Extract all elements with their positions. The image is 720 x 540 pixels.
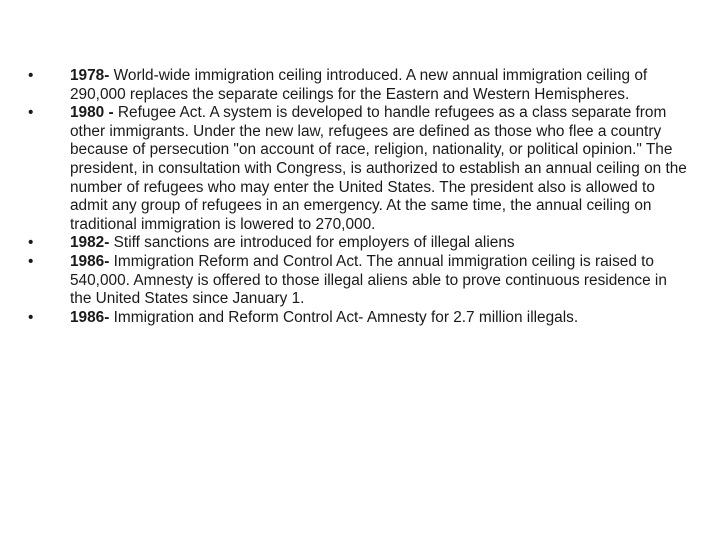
list-item xyxy=(28,104,688,234)
item-text: Immigration Reform and Control Act. The annual immigration ceiling is raised to 540,000. Amnesty is offered to those illegal aliens able to prove continuous residence in the United States since January 1. xyxy=(70,252,667,308)
bullet-icon: • xyxy=(28,67,34,84)
bullet-icon: • xyxy=(28,104,34,122)
list-item xyxy=(28,309,688,328)
year-label: 1978- xyxy=(70,67,110,84)
bullet-icon: • xyxy=(28,308,34,326)
year-label: 1982- xyxy=(70,234,110,252)
list-item xyxy=(28,253,688,309)
bullet-icon: • xyxy=(28,234,34,252)
list-item xyxy=(28,234,688,253)
year-label: 1986- xyxy=(70,252,110,270)
list-item xyxy=(28,67,688,104)
bullet-list xyxy=(28,67,688,327)
item-text: Immigration and Reform Control Act- Amnesty for 2.7 million illegals. xyxy=(109,308,579,326)
year-label: 1980 - xyxy=(70,104,114,122)
item-text: Refugee Act. A system is developed to handle refugees as a class separate from other immigrants. Under the new law, refugees are defined as those who flee a country because of persecution "on account of race, religion, nationality, or political opinion." The president, in consultation with Congress, is authorized to establish an annual ceiling on the number of refugees who may enter the United States. The president also is allowed to admit any group of refugees in an emergency. At the same time, the annual ceiling on traditional immigration is lowered to 270,000. xyxy=(70,104,687,233)
bullet-icon: • xyxy=(28,252,34,270)
item-text: Stiff sanctions are introduced for employers of illegal aliens xyxy=(109,234,515,252)
item-text: World-wide immigration ceiling introduced. A new annual immigration ceiling of 290,000 replaces the separate ceilings for the Eastern and Western Hemispheres. xyxy=(70,67,648,103)
year-label: 1986- xyxy=(70,308,110,326)
